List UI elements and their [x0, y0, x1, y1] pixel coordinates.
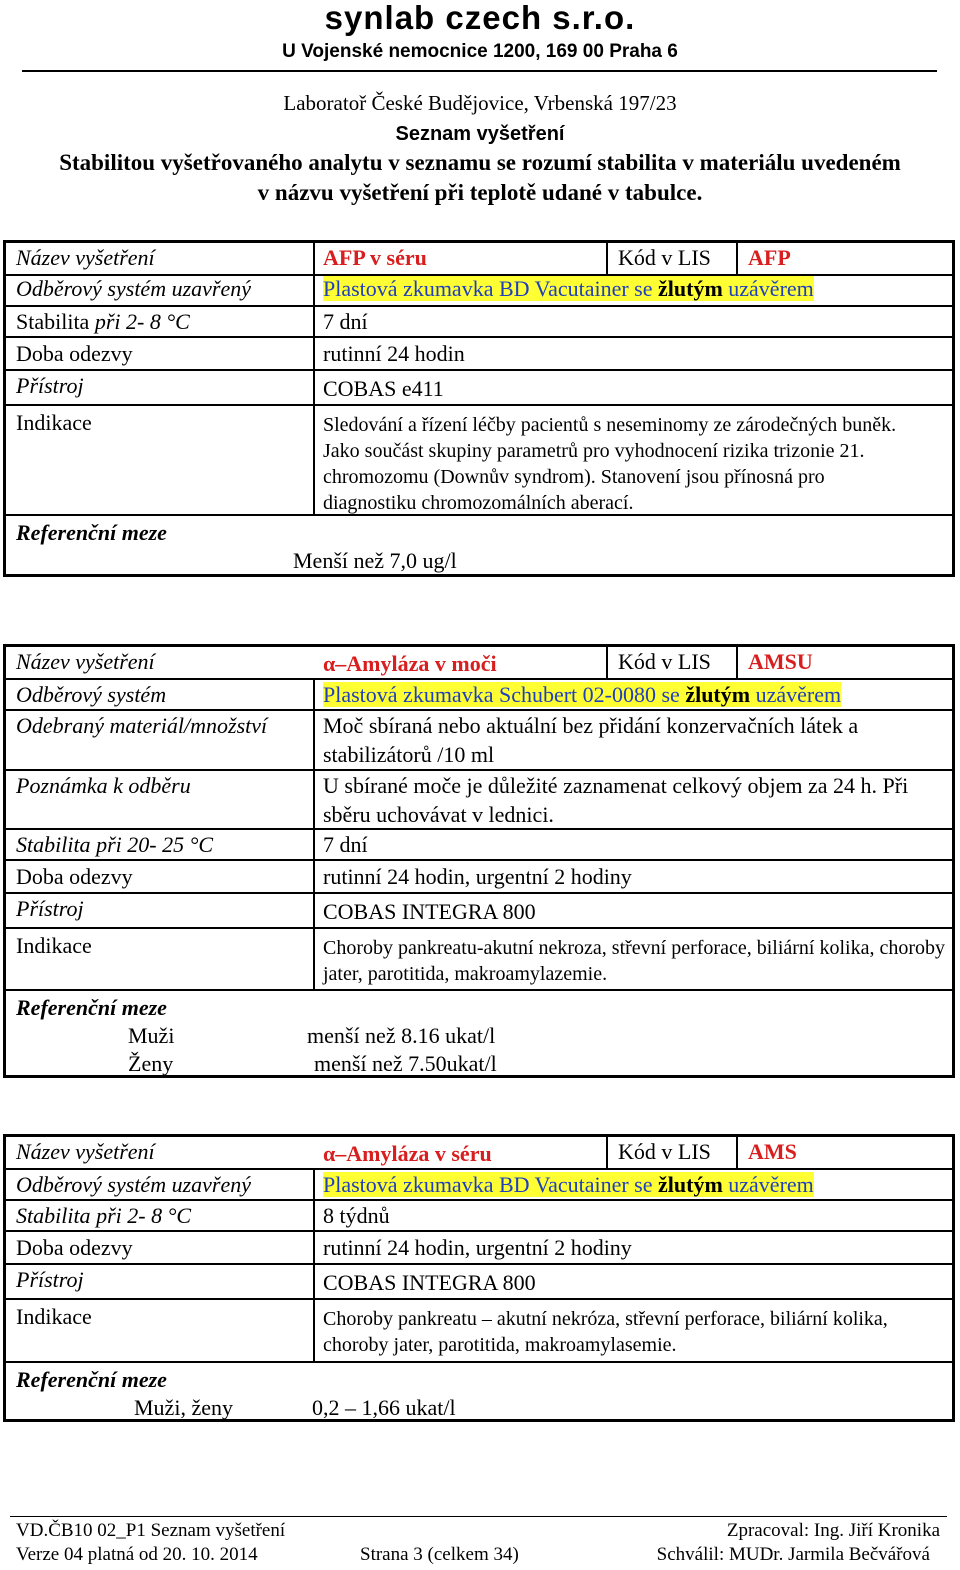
test-name: α–Amyláza v séru: [323, 1141, 492, 1166]
reference-women-label: Ženy: [128, 1051, 174, 1076]
label-response: Doba odezvy: [16, 341, 133, 366]
label-note: Poznámka k odběru: [16, 773, 191, 798]
label-device: Přístroj: [16, 1267, 84, 1292]
label-stability: Stabilita při 20- 25 °C: [16, 832, 214, 857]
laboratory-name: Laboratoř České Budějovice, Vrbenská 197/23: [283, 91, 677, 115]
label-system: Odběrový systém: [16, 682, 167, 707]
test-block-amsu: [3, 644, 955, 1078]
test-name: α–Amyláza v moči: [323, 651, 497, 676]
row-response: [6, 338, 952, 371]
reference-all-value: 0,2 – 1,66 ukat/l: [312, 1395, 456, 1420]
reference-value: Menší než 7,0 ug/l: [293, 548, 457, 573]
lis-code: AFP: [748, 245, 791, 270]
stability-value: 7 dní: [323, 309, 368, 334]
response-value: rutinní 24 hodin: [323, 341, 465, 366]
label-system: Odběrový systém uzavřený: [16, 1172, 251, 1197]
response-value: rutinní 24 hodin, urgentní 2 hodiny: [323, 1235, 632, 1260]
label-reference: Referenční meze: [16, 995, 167, 1020]
label-stability: Stabilita při 2- 8 °C: [16, 309, 190, 334]
label-name: Název vyšetření: [16, 245, 155, 270]
footer-doc-id: VD.ČB10 02_P1 Seznam vyšetření: [16, 1520, 286, 1541]
material-value: Moč sbíraná nebo aktuální bez přidání konzervačních látek a stabilizátorů /10 ml: [323, 713, 859, 767]
collection-system: Plastová zkumavka Schubert 02-0080 se žlutým uzávěrem: [323, 682, 842, 707]
row-name: [6, 243, 952, 276]
label-lis: Kód v LIS: [618, 1139, 711, 1164]
label-device: Přístroj: [16, 373, 84, 398]
label-indication: Indikace: [16, 410, 92, 435]
row-stability: [6, 830, 952, 861]
stability-value: 8 týdnů: [323, 1203, 390, 1228]
row-name: [6, 1137, 952, 1170]
lis-code: AMS: [748, 1139, 797, 1164]
label-name: Název vyšetření: [16, 1139, 155, 1164]
reference-women-value: menší než 7.50ukat/l: [314, 1051, 497, 1076]
row-device: [6, 371, 952, 406]
row-stability: [6, 307, 952, 338]
indication-value: Choroby pankreatu – akutní nekróza, střevní perforace, biliární kolika, choroby jater, parotitida, makroamylasemie.: [323, 1308, 888, 1356]
row-material: [6, 711, 952, 771]
test-block-ams: [3, 1134, 955, 1422]
company-address: U Vojenské nemocnice 1200, 169 00 Praha 6: [282, 41, 678, 62]
label-lis: Kód v LIS: [618, 245, 711, 270]
row-system: [6, 1170, 952, 1201]
label-response: Doba odezvy: [16, 864, 133, 889]
footer-prepared: Zpracoval: Ing. Jiří Kronika: [726, 1520, 940, 1541]
stability-note: [20, 148, 940, 208]
page-title: Seznam vyšetření: [395, 123, 565, 145]
reference-men-label: Muži: [128, 1023, 175, 1048]
indication-value: Sledování a řízení léčby pacientů s neseminomy ze zárodečných buněk. Jako součást skupiny parametrů pro vyhodnocení rizika trizonie 21. chromozomu (Downův syndrom). Stanovení jsou přínosná pro diagnostiku chromozomálních aberací.: [323, 414, 897, 514]
lis-code: AMSU: [748, 649, 813, 674]
footer-version: Verze 04 platná od 20. 10. 2014: [16, 1544, 258, 1565]
row-name: [6, 647, 952, 680]
row-indication: [6, 1300, 952, 1363]
row-response: [6, 861, 952, 894]
stability-note-line2: v názvu vyšetření při teplotě udané v tabulce.: [257, 180, 703, 205]
row-reference: [6, 1363, 952, 1419]
stability-note-line1: Stabilitou vyšetřovaného analytu v seznamu se rozumí stabilita v materiálu uvedeném: [59, 150, 901, 175]
reference-men-value: menší než 8.16 ukat/l: [307, 1023, 496, 1048]
row-indication: [6, 406, 952, 516]
collection-system: Plastová zkumavka BD Vacutainer se žlutým uzávěrem: [323, 276, 814, 301]
row-reference: [6, 516, 952, 574]
test-block-afp: [3, 240, 955, 577]
label-system: Odběrový systém uzavřený: [16, 276, 251, 301]
label-name: Název vyšetření: [16, 649, 155, 674]
label-indication: Indikace: [16, 1304, 92, 1329]
label-reference: Referenční meze: [16, 520, 167, 545]
note-value: U sbírané moče je důležité zaznamenat celkový objem za 24 h. Při sběru uchovávat v lednici.: [323, 773, 909, 827]
footer-divider: [10, 1516, 947, 1517]
label-device: Přístroj: [16, 896, 84, 921]
device-value: COBAS INTEGRA 800: [323, 1270, 536, 1295]
row-reference: [6, 991, 952, 1075]
row-system: [6, 680, 952, 711]
footer-page: Strana 3 (celkem 34): [360, 1544, 519, 1565]
label-lis: Kód v LIS: [618, 649, 711, 674]
row-device: [6, 894, 952, 929]
stability-value: 7 dní: [323, 832, 368, 857]
footer-approved: Schválil: MUDr. Jarmila Bečvářová: [656, 1544, 930, 1565]
indication-value: Choroby pankreatu-akutní nekroza, střevní perforace, biliární kolika, choroby jater, parotitida, makroamylazemie.: [323, 937, 946, 985]
row-indication: [6, 929, 952, 991]
label-indication: Indikace: [16, 933, 92, 958]
label-stability: Stabilita při 2- 8 °C: [16, 1203, 192, 1228]
row-system: [6, 276, 952, 307]
response-value: rutinní 24 hodin, urgentní 2 hodiny: [323, 864, 632, 889]
row-stability: [6, 1201, 952, 1232]
collection-system: Plastová zkumavka BD Vacutainer se žlutým uzávěrem: [323, 1172, 814, 1197]
device-value: COBAS e411: [323, 376, 444, 401]
row-device: [6, 1265, 952, 1300]
label-material: Odebraný materiál/množství: [16, 713, 268, 738]
header-divider: [22, 70, 937, 72]
label-reference: Referenční meze: [16, 1367, 167, 1392]
row-response: [6, 1232, 952, 1265]
device-value: COBAS INTEGRA 800: [323, 899, 536, 924]
label-response: Doba odezvy: [16, 1235, 133, 1260]
reference-all-label: Muži, ženy: [134, 1395, 233, 1420]
test-name: AFP v séru: [323, 245, 427, 270]
row-note: [6, 771, 952, 830]
company-name: synlab czech s.r.o.: [324, 0, 636, 36]
